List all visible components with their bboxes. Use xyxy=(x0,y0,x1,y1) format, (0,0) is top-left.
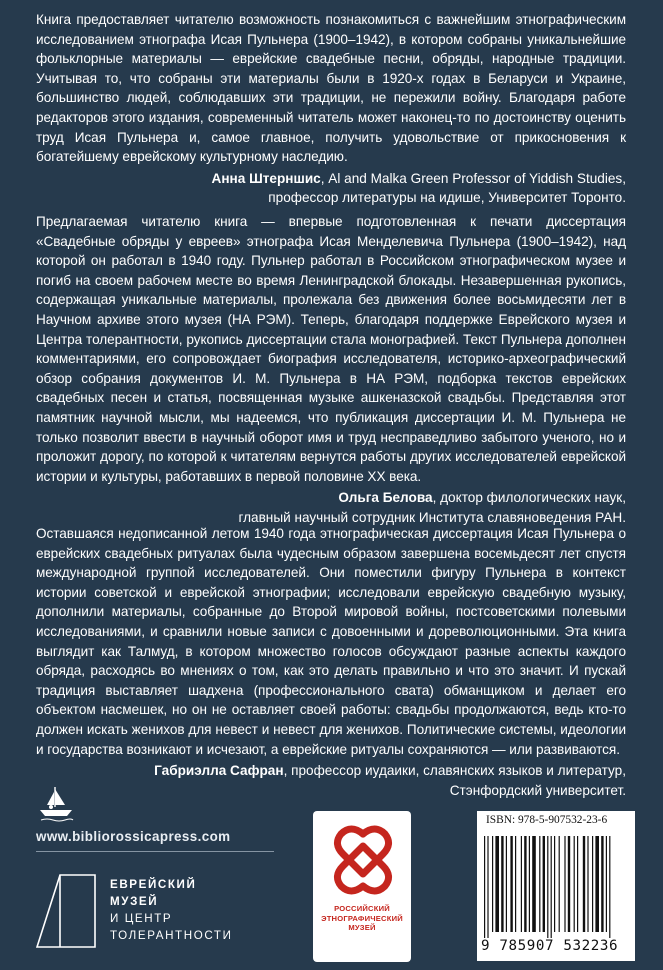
ethno-name-line: МУЗЕЙ xyxy=(348,923,376,933)
barcode-bar xyxy=(501,836,503,932)
barcode-bar xyxy=(539,836,540,932)
ean-number xyxy=(481,938,633,954)
ethno-museum-logo-icon xyxy=(327,824,399,896)
barcode-bar xyxy=(547,836,548,938)
quote-signature xyxy=(36,761,626,800)
museum-name-line: ЕВРЕЙСКИЙ xyxy=(110,878,197,891)
quote-author-affiliation: главный научный сотрудник Института славяноведения РАН. xyxy=(238,509,626,525)
jewish-museum-name xyxy=(110,876,233,944)
barcode-bar xyxy=(583,836,585,932)
ethno-museum-name xyxy=(313,904,411,933)
quote-block-3 xyxy=(36,524,626,800)
barcode-bar xyxy=(506,836,507,932)
quote-signature xyxy=(36,169,626,208)
barcode-bar xyxy=(529,836,530,932)
quote-text: Оставшаяся недописанной летом 1940 года этнографическая диссертация Исая Пульнера о еврейских свадебных ритуалах была чудесным образом завершена восемьдесят лет спустя международной группой исследователей. Они поместили фигуру Пульнера в контекст истории советской и еврейской этнографии; исследовали еврейскую свадебную музыку, дополнили материалы, собранные до Второй мировой войны, постсоветскими полевыми исследованиями, и сравнили новые записи с довоенными и дореволюционными. Эта книга выглядит как Талмуд, в котором множество голосов обсуждают разные аспекты каждого обряда, расходясь во мнениях о том, как это делать правильно и что это значит. И пускай традиция выставляет шадхена (профессионального свата) обманщиком и делает его объектом насмешек, но он не оставляет своей работы: свадьбы продолжаются, ведь кто-то должен искать женихов для невест и невест для женихов. Политические системы, идеологии и государства возникают и исчезают, а еврейские ритуалы сохраняются — или развиваются. xyxy=(36,526,626,757)
barcode-bar xyxy=(601,836,603,932)
ean-lead-digit: 9 xyxy=(481,938,491,954)
barcode-bar xyxy=(484,836,485,938)
barcode-bar xyxy=(524,836,526,932)
barcode-bar xyxy=(564,836,565,932)
barcode-bar xyxy=(609,836,610,938)
barcode-bar xyxy=(592,836,593,932)
barcode-bar xyxy=(487,836,488,938)
jewish-museum-logo-icon xyxy=(36,874,96,948)
barcode-bar xyxy=(568,836,570,932)
barcode-icon xyxy=(482,836,630,938)
quote-text: Предлагаемая читателю книга — впервые подготовленная к печати диссертация «Свадебные обряды у евреев» этнографа Исая Менделевича Пульнера (1900–1942), над которой он работал в 1940 году. Пульнер работал в Российском этнографическом музее и погиб на своем рабочем месте во время Ленинградской блокады. Незавершенная рукопись, содержащая уникальные материалы, пролежала без движения более восьмидесяти лет в Научном архиве этого музея (НА РЭМ). Теперь, благодаря поддержке Еврейского музея и Центра толерантности, рукопись диссертации стала монографией. Текст Пульнера дополнен комментариями, его сопровождает биография исследователя, историко-археографический обзор собрания документов И. М. Пульнера в НА РЭМ, подборка текстов еврейских свадебных песен и статья, посвященная музыке ашкеназской свадьбы. Представляя этот памятник научной мысли, мы надеемся, что публикация диссертации И. М. Пульнера не только позволит ввести в научный оборот имя и труд несправедливо забытого ученого, но и проложит дорогу, по которой к читателям вернутся работы других исследователей еврейской истории и культуры, работавших в первой половине XX века. xyxy=(36,214,626,484)
ethno-name-line: ЭТНОГРАФИЧЕСКИЙ xyxy=(321,913,403,923)
barcode-bar xyxy=(510,836,512,932)
barcode-bar xyxy=(559,836,560,932)
quote-author: Анна Штерншис xyxy=(211,170,321,186)
barcode-bar xyxy=(492,836,493,932)
quote-author-affiliation: профессор литературы на идише, Университет Торонто. xyxy=(268,190,626,206)
barcode-bar xyxy=(515,836,516,932)
quote-author-role: , доктор филологических наук, xyxy=(432,490,626,506)
divider xyxy=(36,851,274,852)
quote-block-2 xyxy=(36,212,626,528)
quote-signature xyxy=(36,488,626,527)
quote-author-role: , Al and Malka Green Professor of Yiddish Studies, xyxy=(320,170,626,186)
barcode-bar xyxy=(495,836,499,932)
ean-right-group: 532236 xyxy=(563,938,619,954)
barcode-bar xyxy=(574,836,575,932)
quote-author: Габриэлла Сафран xyxy=(154,763,284,779)
museum-name-line: И ЦЕНТР xyxy=(110,912,173,925)
isbn-label: ISBN: 978-5-907532-23-6 xyxy=(486,814,608,826)
quote-block-1 xyxy=(36,10,626,208)
ean-left-group: 785907 xyxy=(499,938,555,954)
barcode-bar xyxy=(554,836,555,932)
barcode-bar xyxy=(587,836,588,932)
quote-author-affiliation: Стэнфордский университет. xyxy=(449,782,626,798)
barcode-bar xyxy=(521,836,522,932)
quote-author-role: , профессор иудаики, славянских языков и литератур, xyxy=(283,763,626,779)
boat-icon xyxy=(38,785,74,825)
barcode-bar xyxy=(577,836,578,932)
barcode-bar xyxy=(606,836,607,932)
barcode-bar xyxy=(532,836,536,932)
barcode-bar xyxy=(595,836,599,932)
ethno-name-line: РОССИЙСКИЙ xyxy=(334,904,390,913)
museum-name-line: МУЗЕЙ xyxy=(110,895,159,908)
barcode-bar xyxy=(543,836,545,932)
quote-text: Книга предоставляет читателю возможность познакомиться с важнейшим этнографическим исследованием этнографа Исая Пульнера (1900–1942), в котором собраны уникальнейшие фольклорные материалы — еврейские свадебные песни, обряды, народные традиции. Учитывая то, что собраны эти материалы были в 1920-х годах в Беларуси и Украине, большинство людей, соблюдавших эти традиции, не пережили войну. Благодаря работе редакторов этого издания, современный читатель может наконец-то по достоинству оценить труд Исая Пульнера и, самое главное, получить удовольствие от прикосновения к богатейшему еврейскому культурному наследию. xyxy=(36,12,626,165)
museum-name-line: ТОЛЕРАНТНОСТИ xyxy=(110,929,233,942)
quote-author: Ольга Белова xyxy=(338,490,433,506)
publisher-url[interactable]: www.bibliorossicapress.com xyxy=(36,829,231,844)
barcode-bar xyxy=(551,836,552,938)
